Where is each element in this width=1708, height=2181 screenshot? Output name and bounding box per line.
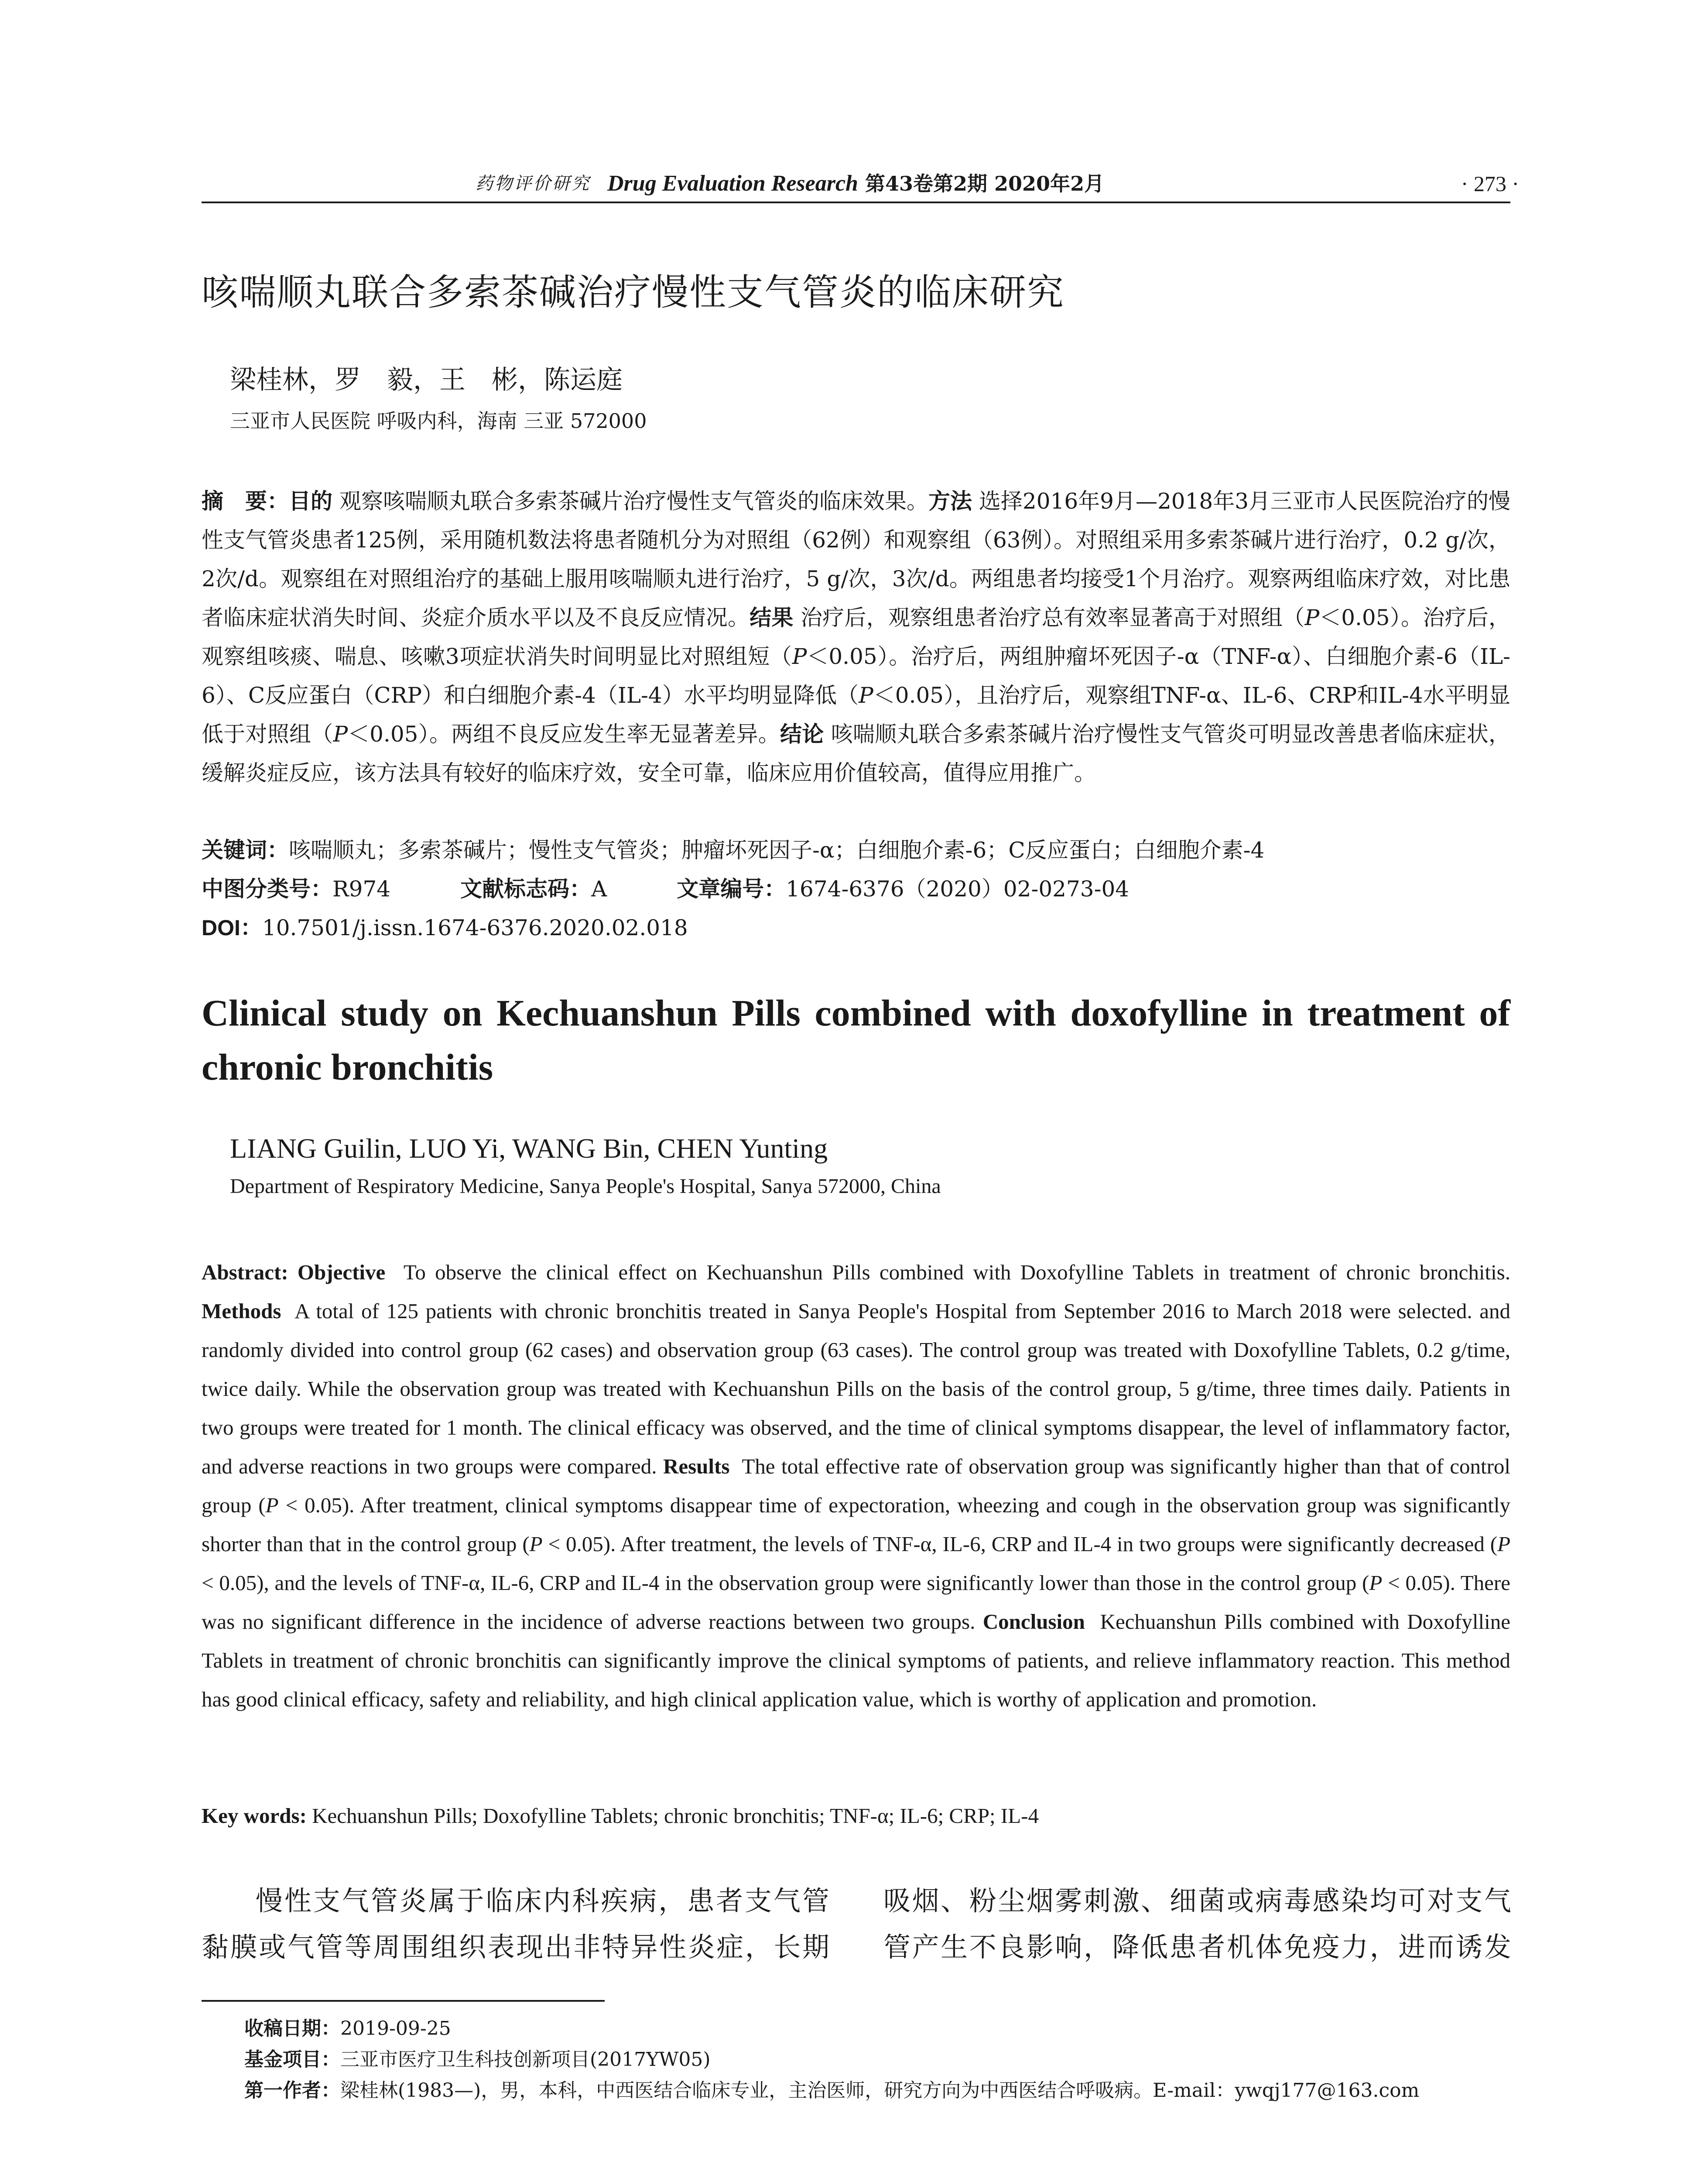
doi-link[interactable]: 10.7501/j.issn.1674-6376.2020.02.018 (262, 915, 688, 940)
first-author-value: 梁桂林(1983—)，男，本科，中西医结合临床专业，主治医师，研究方向为中西医结合呼吸病。E-mail：ywqj177@163.com (340, 2079, 1420, 2102)
en-results-5: < 0.05). There was no significant difference in the incidence of adverse reactions between two groups. (202, 1571, 1511, 1634)
body-column-right (883, 1878, 1512, 1970)
body-right-line-2: 管产生不良影响，降低患者机体免疫力，进而诱发 (883, 1931, 1512, 1963)
en-objective-label: Objective (297, 1260, 386, 1284)
cn-results-2: ＜0.05）。治疗后，观察组咳痰、喘息、咳嗽3项症状消失时间明显比对照组短（ (202, 605, 1511, 669)
fund-label: 基金项目： (244, 2048, 340, 2071)
issue-info: 第43卷第2期 2020年2月 (865, 172, 1105, 195)
article-no-value: 1674-6376（2020）02-0273-04 (786, 876, 1130, 902)
en-keywords-text: Kechuanshun Pills; Doxofylline Tablets; chronic bronchitis; TNF-α; IL-6; CRP; IL-4 (312, 1804, 1039, 1828)
en-keywords (202, 1796, 1510, 1835)
cn-classification (202, 870, 1510, 909)
doc-code-label: 文献标志码： (460, 876, 592, 902)
en-results-3: < 0.05). After treatment, the levels of TNF-α, IL-6, CRP and IL-4 in two groups were significantly decreased ( (542, 1532, 1498, 1556)
journal-name: Drug Evaluation Research (607, 171, 858, 196)
cn-keywords-text: 咳喘顺丸；多索茶碱片；慢性支气管炎；肿瘤坏死因子-α；白细胞介素-6；C反应蛋白；白细胞介素-4 (289, 838, 1265, 863)
body-right-line-1: 吸烟、粉尘烟雾刺激、细菌或病毒感染均可对支气 (883, 1885, 1512, 1917)
page-number: · 273 · (1461, 171, 1519, 196)
en-conclusion: Kechuanshun Pills combined with Doxofylline Tablets in treatment of chronic bronchitis can significantly improve the clinical symptoms of patients, and relieve inflammatory reaction. This method has good clinical efficacy, safety and reliability, and high clinical application value, which is worthy of application and promotion. (202, 1610, 1511, 1711)
cn-conclusion-label: 结论 (780, 721, 824, 747)
clc-label: 中图分类号： (202, 876, 332, 902)
en-methods-label: Methods (202, 1299, 281, 1323)
cn-affiliation: 三亚市人民医院 呼吸内科，海南 三亚 572000 (230, 409, 647, 433)
doi-label: DOI： (202, 916, 262, 940)
clc-value: R974 (332, 876, 391, 902)
cn-results-1: 治疗后，观察组患者治疗总有效率显著高于对照组（ (800, 605, 1305, 630)
en-results-4: < 0.05), and the levels of TNF-α, IL-6, CRP and IL-4 in the observation group were significantly lower than those in the control group ( (202, 1571, 1369, 1595)
received-date: 2019-09-25 (340, 2017, 451, 2040)
journal-issue-line (607, 168, 1104, 199)
cn-results-5: ＜0.05）。两组不良反应发生率无显著差异。 (348, 721, 780, 747)
cn-objective: 观察咳喘顺丸联合多索茶碱片治疗慢性支气管炎的临床效果。 (339, 489, 928, 514)
p-value-symbol: P (792, 644, 807, 669)
en-methods: A total of 125 patients with chronic bronchitis treated in Sanya People's Hospital from September 2016 to March 2018 were selected. and randomly divided into control group (62 cases) and observation group (63 cases). The control group was treated with Doxofylline Tablets, 0.2 g/time, twice daily. While the observation group was treated with Kechuanshun Pills on the basis of the control group, 5 g/time, three times daily. Patients in two groups were treated for 1 month. The clinical efficacy was observed, and the time of clinical symptoms disappear, the level of inflammatory factor, and adverse reactions in two groups were compared. (202, 1299, 1511, 1478)
en-abstract-label: Abstract: (202, 1260, 288, 1284)
p-value-symbol: P (529, 1532, 543, 1556)
cn-authors: 梁桂林，罗 毅，王 彬，陈运庭 (230, 365, 623, 395)
footnote-received (244, 2013, 1509, 2044)
footnote-first-author (244, 2075, 1509, 2106)
p-value-symbol: P (333, 721, 348, 747)
en-keywords-label: Key words: (202, 1804, 307, 1828)
cn-title: 咳喘顺丸联合多索茶碱治疗慢性支气管炎的临床研究 (202, 271, 1065, 314)
cn-results-4: ＜0.05），且治疗后，观察组TNF-α、IL-6、CRP和IL-4水平明显低于对照组（ (202, 683, 1511, 747)
en-conclusion-label: Conclusion (982, 1610, 1085, 1634)
running-header (202, 168, 1519, 199)
cn-abstract (202, 482, 1510, 793)
en-objective: To observe the clinical effect on Kechuanshun Pills combined with Doxofylline Tablets in treatment of chronic bronchitis. (403, 1260, 1510, 1284)
body-column-left: 慢性支气管炎属于临床内科疾病，患者支气管黏膜或气管等周围组织表现出非特异性炎症，长期 (202, 1885, 830, 1963)
en-results-2: < 0.05). After treatment, clinical symptoms disappear time of expectoration, wheezing and cough in the observation group was significantly shorter than that in the control group ( (202, 1493, 1511, 1556)
first-author-label: 第一作者： (244, 2079, 340, 2102)
received-label: 收稿日期： (244, 2017, 340, 2040)
p-value-symbol: P (265, 1493, 279, 1517)
en-affiliation: Department of Respiratory Medicine, Sanya People's Hospital, Sanya 572000, China (230, 1175, 941, 1198)
footnotes (244, 2013, 1509, 2106)
cn-abstract-label: 摘 要： (202, 489, 289, 514)
en-title: Clinical study on Kechuanshun Pills combined with doxofylline in treatment of chronic bronchitis (202, 992, 1510, 1088)
cn-results-3: ＜0.05）。治疗后，两组肿瘤坏死因子-α（TNF-α）、白细胞介素-6（IL-6）、C反应蛋白（CRP）和白细胞介素-4（IL-4）水平均明显降低（ (202, 644, 1510, 708)
cn-results-label: 结果 (750, 605, 794, 630)
en-results-1: The total effective rate of observation group was significantly higher than that of control group ( (202, 1454, 1511, 1517)
p-value-symbol: P (1369, 1571, 1383, 1595)
cn-methods: 选择2016年9月—2018年3月三亚市人民医院治疗的慢性支气管炎患者125例，采用随机数法将患者随机分为对照组（62例）和观察组（63例）。对照组采用多索茶碱片进行治疗，0.2 g/次，2次/d。观察组在对照组治疗的基础上服用咳喘顺丸进行治疗，5 g/次，3次/d。两组患者均接受1个月治疗。观察两组临床疗效，对比患者临床症状消失时间、炎症介质水平以及不良反应情况。 (202, 489, 1511, 630)
cn-keywords-label: 关键词： (202, 838, 289, 863)
footnote-fund (244, 2044, 1509, 2075)
journal-logo: 药物评价研究 (476, 174, 591, 194)
p-value-symbol: P (1304, 605, 1320, 630)
fund-value: 三亚市医疗卫生科技创新项目(2017YW05) (340, 2048, 711, 2071)
cn-objective-label: 目的 (289, 489, 333, 514)
header-rule (202, 202, 1510, 203)
footnote-rule (202, 2000, 605, 2002)
cn-conclusion: 咳喘顺丸联合多索茶碱片治疗慢性支气管炎可明显改善患者临床症状，缓解炎症反应，该方法具有较好的临床疗效，安全可靠，临床应用价值较高，值得应用推广。 (202, 721, 1511, 786)
p-value-symbol: P (859, 683, 873, 708)
doc-code-value: A (591, 876, 607, 902)
en-abstract (202, 1253, 1510, 1719)
article-no-label: 文章编号： (677, 876, 786, 902)
p-value-symbol: P (1497, 1532, 1511, 1556)
en-authors: LIANG Guilin, LUO Yi, WANG Bin, CHEN Yunting (230, 1133, 828, 1164)
cn-methods-label: 方法 (928, 489, 972, 514)
en-results-label: Results (663, 1454, 730, 1478)
cn-doi (202, 909, 1510, 947)
cn-keywords (202, 831, 1510, 870)
